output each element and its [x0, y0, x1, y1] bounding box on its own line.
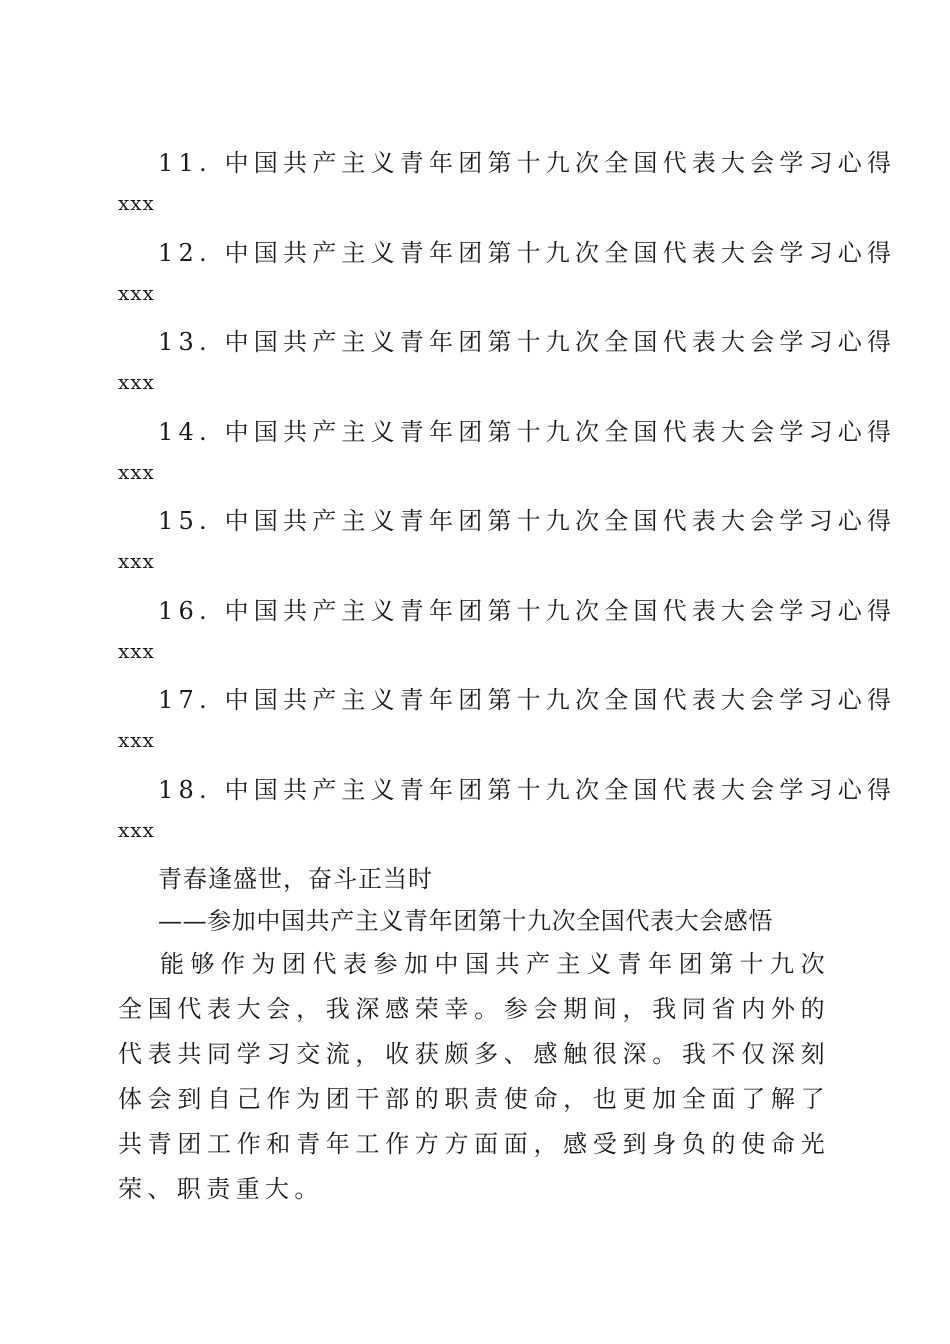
toc-item	[118, 592, 897, 682]
toc-item-author: xxx	[118, 280, 155, 305]
toc-item	[118, 413, 897, 503]
toc-item	[118, 323, 897, 413]
essay-subtitle: ——参加中国共产主义青年团第十九次全国代表大会感悟	[158, 907, 773, 935]
toc-item-author: xxx	[118, 817, 155, 842]
toc-item-author: xxx	[118, 728, 155, 752]
toc-item-title: 16. 中国共产主义青年团第十九次全国代表大会学习心得	[158, 596, 897, 625]
toc-item	[118, 771, 897, 861]
essay-title: 青春逢盛世，奋斗正当时	[158, 865, 433, 893]
toc-item	[118, 502, 897, 592]
toc-item-author: xxx	[118, 549, 155, 573]
toc-item	[118, 681, 897, 771]
essay-body-paragraph: 能够作为团代表参加中国共产主义青年团第十九次全国代表大会，我深感荣幸。参会期间，我同省内外的代表共同学习交流，收获颇多、感触很深。我不仅深刻体会到自己作为团干部的职责使命，也更加全面了解了共青团工作和青年工作方方面面，感受到身负的使命光荣、职责重大。	[118, 950, 830, 1203]
toc-item-author: xxx	[118, 370, 155, 394]
toc-list	[118, 144, 897, 860]
toc-item-title: 14. 中国共产主义青年团第十九次全国代表大会学习心得	[158, 417, 897, 446]
toc-item-title: 15. 中国共产主义青年团第十九次全国代表大会学习心得	[158, 507, 897, 535]
toc-item-title: 11. 中国共产主义青年团第十九次全国代表大会学习心得	[158, 149, 897, 177]
toc-item	[118, 144, 897, 234]
toc-item-title: 13. 中国共产主义青年团第十九次全国代表大会学习心得	[158, 328, 897, 356]
toc-item	[118, 234, 897, 324]
toc-item-author: xxx	[118, 459, 155, 484]
toc-item-author: xxx	[118, 191, 155, 215]
toc-item-title: 17. 中国共产主义青年团第十九次全国代表大会学习心得	[158, 686, 897, 714]
toc-item-title: 12. 中国共产主义青年团第十九次全国代表大会学习心得	[158, 238, 897, 267]
toc-item-author: xxx	[118, 638, 155, 663]
toc-item-title: 18. 中国共产主义青年团第十九次全国代表大会学习心得	[158, 775, 897, 804]
